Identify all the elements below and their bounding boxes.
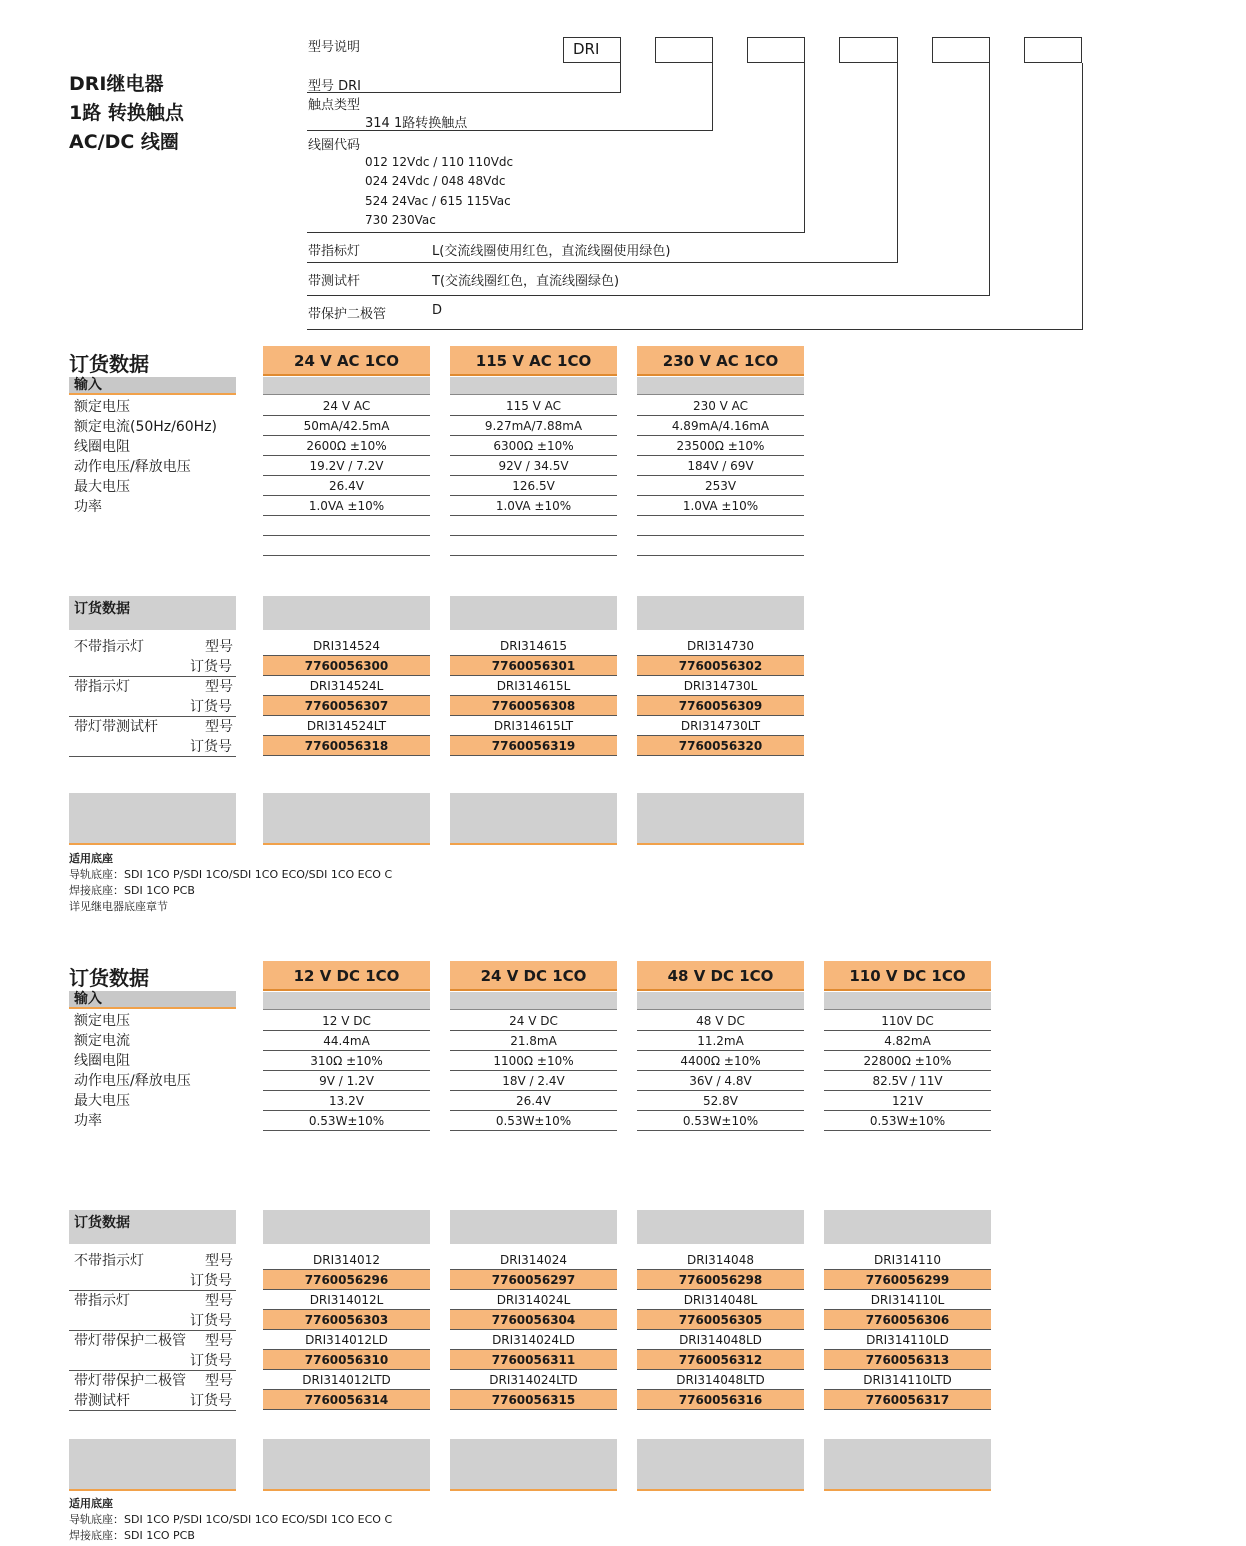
dc-socket-line-0: 导轨底座：SDI 1CO P/SDI 1CO/SDI 1CO ECO/SDI 1CO ECO C	[69, 1513, 393, 1526]
document-title	[69, 70, 184, 157]
coil-code-2: 024 24Vdc / 048 48Vdc	[365, 174, 506, 188]
dc-model-1-1: DRI314024L	[450, 1290, 617, 1310]
ac-cell-4-1: 126.5V	[450, 476, 617, 496]
ac-row-label-2: 线圈电阻	[74, 439, 130, 455]
dc-order-3-0: 7760056314	[263, 1390, 430, 1410]
ac-group-name-2: 带灯带测试杆	[74, 719, 158, 735]
coil-label: 线圈代码	[308, 138, 361, 153]
ac-cell-2-2: 23500Ω ±10%	[637, 436, 804, 456]
ac-socket-line-2: 详见继电器底座章节	[69, 900, 168, 913]
dc-header-1: 24 V DC 1CO	[450, 961, 617, 991]
dc-header-3: 110 V DC 1CO	[824, 961, 991, 991]
ac-order-graybar-2	[637, 596, 804, 630]
dc-cell-0-1: 24 V DC	[450, 1011, 617, 1031]
dc-graybar-2	[637, 992, 804, 1010]
dc-order-2-0: 7760056310	[263, 1350, 430, 1370]
dc-order-0-2: 7760056298	[637, 1270, 804, 1290]
dc-input-label: 输入	[69, 991, 236, 1009]
dc-order-1-2: 7760056305	[637, 1310, 804, 1330]
dc-model-1-0: DRI314012L	[263, 1290, 430, 1310]
ac-model-0-2: DRI314730	[637, 636, 804, 656]
ac-cell-3-1: 92V / 34.5V	[450, 456, 617, 476]
test-value: T(交流线圈红色，直流线圈绿色)	[432, 274, 620, 289]
dc-order-2-1: 7760056311	[450, 1350, 617, 1370]
ac-row-label-4: 最大电压	[74, 479, 130, 495]
dc-cell-2-3: 22800Ω ±10%	[824, 1051, 991, 1071]
dc-row-label-0: 额定电压	[74, 1013, 130, 1029]
title-line-2: 1路 转换触点	[69, 102, 184, 124]
ac-group-name-1: 带指示灯	[74, 679, 130, 695]
dc-cell-3-0: 9V / 1.2V	[263, 1071, 430, 1091]
dc-cell-2-2: 4400Ω ±10%	[637, 1051, 804, 1071]
dc-socket-line-1: 焊接底座：SDI 1CO PCB	[69, 1529, 195, 1542]
ac-order-1-1: 7760056308	[450, 696, 617, 716]
dc-model-1-3: DRI314110L	[824, 1290, 991, 1310]
dc-group-name-2: 带灯带保护二极管	[74, 1333, 186, 1349]
dc-order-2-2: 7760056312	[637, 1350, 804, 1370]
dc-socket-title: 适用底座	[69, 1497, 113, 1510]
dc-group-name-3: 带灯带保护二极管	[74, 1373, 186, 1389]
ac-cell-4-2: 253V	[637, 476, 804, 496]
contact-value: 314 1路转换触点	[365, 116, 468, 131]
dc-cell-4-2: 52.8V	[637, 1091, 804, 1111]
ac-cell-1-2: 4.89mA/4.16mA	[637, 416, 804, 436]
code-box-diode	[1024, 37, 1082, 63]
dc-row-label-2: 线圈电阻	[74, 1053, 130, 1069]
ac-order-0-2: 7760056302	[637, 656, 804, 676]
ac-accessory-block-0	[263, 793, 430, 845]
ac-cell-empty-b-0	[263, 536, 430, 556]
dc-accessory-block-2	[637, 1439, 804, 1491]
dc-cell-1-1: 21.8mA	[450, 1031, 617, 1051]
ac-socket-note	[69, 851, 392, 915]
ac-cell-5-1: 1.0VA ±10%	[450, 496, 617, 516]
dc-cell-3-1: 18V / 2.4V	[450, 1071, 617, 1091]
ac-order-0-1: 7760056301	[450, 656, 617, 676]
dc-model-0-0: DRI314012	[263, 1250, 430, 1270]
ac-order-2-2: 7760056320	[637, 736, 804, 756]
ac-cell-0-1: 115 V AC	[450, 396, 617, 416]
ac-cell-5-0: 1.0VA ±10%	[263, 496, 430, 516]
code-box-led	[839, 37, 898, 63]
ac-cell-1-0: 50mA/42.5mA	[263, 416, 430, 436]
dc-order-3-2: 7760056316	[637, 1390, 804, 1410]
code-box-contact	[655, 37, 713, 63]
dc-cell-1-2: 11.2mA	[637, 1031, 804, 1051]
ac-input-label: 输入	[69, 377, 236, 395]
dc-cell-0-0: 12 V DC	[263, 1011, 430, 1031]
dc-model-0-1: DRI314024	[450, 1250, 617, 1270]
ac-model-word-1: 型号	[205, 679, 233, 695]
ac-model-1-0: DRI314524L	[263, 676, 430, 696]
dc-group-divider-3	[69, 1410, 236, 1411]
ac-order-2-1: 7760056319	[450, 736, 617, 756]
dc-model-word-2: 型号	[205, 1333, 233, 1349]
dc-accessory-block-0	[263, 1439, 430, 1491]
dc-cell-5-3: 0.53W±10%	[824, 1111, 991, 1131]
ac-cell-5-2: 1.0VA ±10%	[637, 496, 804, 516]
ac-accessory-block-1	[450, 793, 617, 845]
dc-socket-note	[69, 1496, 392, 1544]
ac-accessory-block-label	[69, 793, 236, 845]
dc-cell-4-0: 13.2V	[263, 1091, 430, 1111]
dc-cell-0-2: 48 V DC	[637, 1011, 804, 1031]
dc-model-word-3: 型号	[205, 1373, 233, 1389]
title-line-1: DRI继电器	[69, 73, 164, 95]
dc-accessory-block-label	[69, 1439, 236, 1491]
dc-model-word-0: 型号	[205, 1253, 233, 1269]
dc-cell-2-0: 310Ω ±10%	[263, 1051, 430, 1071]
dc-group-name-0: 不带指示灯	[74, 1253, 144, 1269]
ac-socket-title: 适用底座	[69, 852, 113, 865]
ac-socket-line-1: 焊接底座：SDI 1CO PCB	[69, 884, 195, 897]
ac-model-word-2: 型号	[205, 719, 233, 735]
dc-model-3-1: DRI314024LTD	[450, 1370, 617, 1390]
dc-model-3-2: DRI314048LTD	[637, 1370, 804, 1390]
dc-model-2-0: DRI314012LD	[263, 1330, 430, 1350]
ac-order-0-0: 7760056300	[263, 656, 430, 676]
ac-header-1: 115 V AC 1CO	[450, 346, 617, 376]
ac-row-label-1: 额定电流(50Hz/60Hz)	[74, 419, 218, 435]
ac-cell-0-2: 230 V AC	[637, 396, 804, 416]
dc-row-label-5: 功率	[74, 1113, 102, 1129]
dc-order-word-3: 订货号	[190, 1393, 232, 1409]
ac-graybar-2	[637, 377, 804, 395]
dc-graybar-3	[824, 992, 991, 1010]
code-box-dri: DRI	[563, 37, 621, 63]
coil-code-1: 012 12Vdc / 110 110Vdc	[365, 155, 514, 169]
dc-order-graybar-0	[263, 1210, 430, 1244]
ac-cell-0-0: 24 V AC	[263, 396, 430, 416]
ac-order-graybar-1	[450, 596, 617, 630]
dc-order-word-2: 订货号	[190, 1353, 232, 1369]
dc-cell-1-3: 4.82mA	[824, 1031, 991, 1051]
led-value: L(交流线圈使用红色，直流线圈使用绿色)	[432, 244, 671, 259]
ac-order-graybar-0	[263, 596, 430, 630]
ac-cell-2-1: 6300Ω ±10%	[450, 436, 617, 456]
code-box-coil	[747, 37, 805, 63]
ac-model-0-1: DRI314615	[450, 636, 617, 656]
dc-model-3-0: DRI314012LTD	[263, 1370, 430, 1390]
dc-order-1-1: 7760056304	[450, 1310, 617, 1330]
dc-cell-0-3: 110V DC	[824, 1011, 991, 1031]
ac-order-word-0: 订货号	[190, 659, 232, 675]
ac-cell-3-0: 19.2V / 7.2V	[263, 456, 430, 476]
ac-cell-empty-b-1	[450, 536, 617, 556]
dc-order-1-3: 7760056306	[824, 1310, 991, 1330]
dc-accessory-block-1	[450, 1439, 617, 1491]
dc-cell-2-1: 1100Ω ±10%	[450, 1051, 617, 1071]
dc-cell-4-1: 26.4V	[450, 1091, 617, 1111]
ac-cell-3-2: 184V / 69V	[637, 456, 804, 476]
dc-order-graybar-2	[637, 1210, 804, 1244]
dc-cell-5-0: 0.53W±10%	[263, 1111, 430, 1131]
dc-model-2-2: DRI314048LD	[637, 1330, 804, 1350]
contact-label: 触点类型	[308, 98, 361, 113]
coil-code-3: 524 24Vac / 615 115Vac	[365, 194, 511, 208]
ac-order-word-2: 订货号	[190, 739, 232, 755]
ac-model-1-1: DRI314615L	[450, 676, 617, 696]
dc-order-0-3: 7760056299	[824, 1270, 991, 1290]
ac-order-title: 订货数据	[69, 596, 236, 630]
dc-order-1-0: 7760056303	[263, 1310, 430, 1330]
ac-cell-2-0: 2600Ω ±10%	[263, 436, 430, 456]
ac-group-name-0: 不带指示灯	[74, 639, 144, 655]
dc-cell-1-0: 44.4mA	[263, 1031, 430, 1051]
ac-cell-1-1: 9.27mA/7.88mA	[450, 416, 617, 436]
dc-cell-3-3: 82.5V / 11V	[824, 1071, 991, 1091]
led-label: 带指标灯	[308, 244, 361, 259]
dc-model-word-1: 型号	[205, 1293, 233, 1309]
dc-order-word-0: 订货号	[190, 1273, 232, 1289]
ac-cell-empty-a-1	[450, 516, 617, 536]
dc-cell-4-3: 121V	[824, 1091, 991, 1111]
dc-order-3-3: 7760056317	[824, 1390, 991, 1410]
ac-cell-empty-a-2	[637, 516, 804, 536]
ac-order-word-1: 订货号	[190, 699, 232, 715]
ac-model-1-2: DRI314730L	[637, 676, 804, 696]
ac-model-2-0: DRI314524LT	[263, 716, 430, 736]
dc-order-graybar-1	[450, 1210, 617, 1244]
ac-cell-4-0: 26.4V	[263, 476, 430, 496]
ac-cell-empty-a-0	[263, 516, 430, 536]
code-box-test	[932, 37, 990, 63]
dc-header-0: 12 V DC 1CO	[263, 961, 430, 991]
dc-group-name-1: 带指示灯	[74, 1293, 130, 1309]
ac-model-2-1: DRI314615LT	[450, 716, 617, 736]
ac-graybar-0	[263, 377, 430, 395]
diode-value: D	[432, 303, 443, 318]
dc-order-title: 订货数据	[69, 1210, 236, 1244]
dc-order-word-1: 订货号	[190, 1313, 232, 1329]
ac-group-divider-2	[69, 756, 236, 757]
test-label: 带测试杆	[308, 274, 361, 289]
ac-row-label-3: 动作电压/释放电压	[74, 459, 191, 475]
dc-header-2: 48 V DC 1CO	[637, 961, 804, 991]
dc-cell-5-1: 0.53W±10%	[450, 1111, 617, 1131]
dc-row-label-3: 动作电压/释放电压	[74, 1073, 191, 1089]
ac-row-label-0: 额定电压	[74, 399, 130, 415]
ac-graybar-1	[450, 377, 617, 395]
ac-model-2-2: DRI314730LT	[637, 716, 804, 736]
dc-graybar-0	[263, 992, 430, 1010]
ac-model-0-0: DRI314524	[263, 636, 430, 656]
coil-code-4: 730 230Vac	[365, 213, 436, 227]
dc-model-2-3: DRI314110LD	[824, 1330, 991, 1350]
dc-model-2-1: DRI314024LD	[450, 1330, 617, 1350]
dc-model-0-2: DRI314048	[637, 1250, 804, 1270]
dc-order-3-1: 7760056315	[450, 1390, 617, 1410]
model-desc-heading: 型号说明	[308, 40, 361, 55]
dc-cell-3-2: 36V / 4.8V	[637, 1071, 804, 1091]
dc-row-label-4: 最大电压	[74, 1093, 130, 1109]
ac-socket-line-0: 导轨底座：SDI 1CO P/SDI 1CO/SDI 1CO ECO/SDI 1CO ECO C	[69, 868, 393, 881]
ac-accessory-block-2	[637, 793, 804, 845]
ac-cell-empty-b-2	[637, 536, 804, 556]
ac-row-label-5: 功率	[74, 499, 102, 515]
ac-header-0: 24 V AC 1CO	[263, 346, 430, 376]
dc-order-0-1: 7760056297	[450, 1270, 617, 1290]
ac-order-2-0: 7760056318	[263, 736, 430, 756]
ac-model-word-0: 型号	[205, 639, 233, 655]
dc-group-name-3b: 带测试杆	[74, 1393, 130, 1409]
ac-order-1-0: 7760056307	[263, 696, 430, 716]
dc-model-0-3: DRI314110	[824, 1250, 991, 1270]
title-line-3: AC/DC 线圈	[69, 131, 179, 153]
dc-model-1-2: DRI314048L	[637, 1290, 804, 1310]
dc-graybar-1	[450, 992, 617, 1010]
dc-order-graybar-3	[824, 1210, 991, 1244]
dc-cell-5-2: 0.53W±10%	[637, 1111, 804, 1131]
dc-order-0-0: 7760056296	[263, 1270, 430, 1290]
ac-header-2: 230 V AC 1CO	[637, 346, 804, 376]
type-label: 型号 DRI	[308, 79, 362, 94]
ac-section-title: 订货数据	[69, 352, 149, 376]
dc-model-3-3: DRI314110LTD	[824, 1370, 991, 1390]
diode-label: 带保护二极管	[308, 307, 387, 322]
dc-row-label-1: 额定电流	[74, 1033, 130, 1049]
ac-order-1-2: 7760056309	[637, 696, 804, 716]
dc-accessory-block-3	[824, 1439, 991, 1491]
dc-order-2-3: 7760056313	[824, 1350, 991, 1370]
dc-section-title: 订货数据	[69, 966, 149, 990]
